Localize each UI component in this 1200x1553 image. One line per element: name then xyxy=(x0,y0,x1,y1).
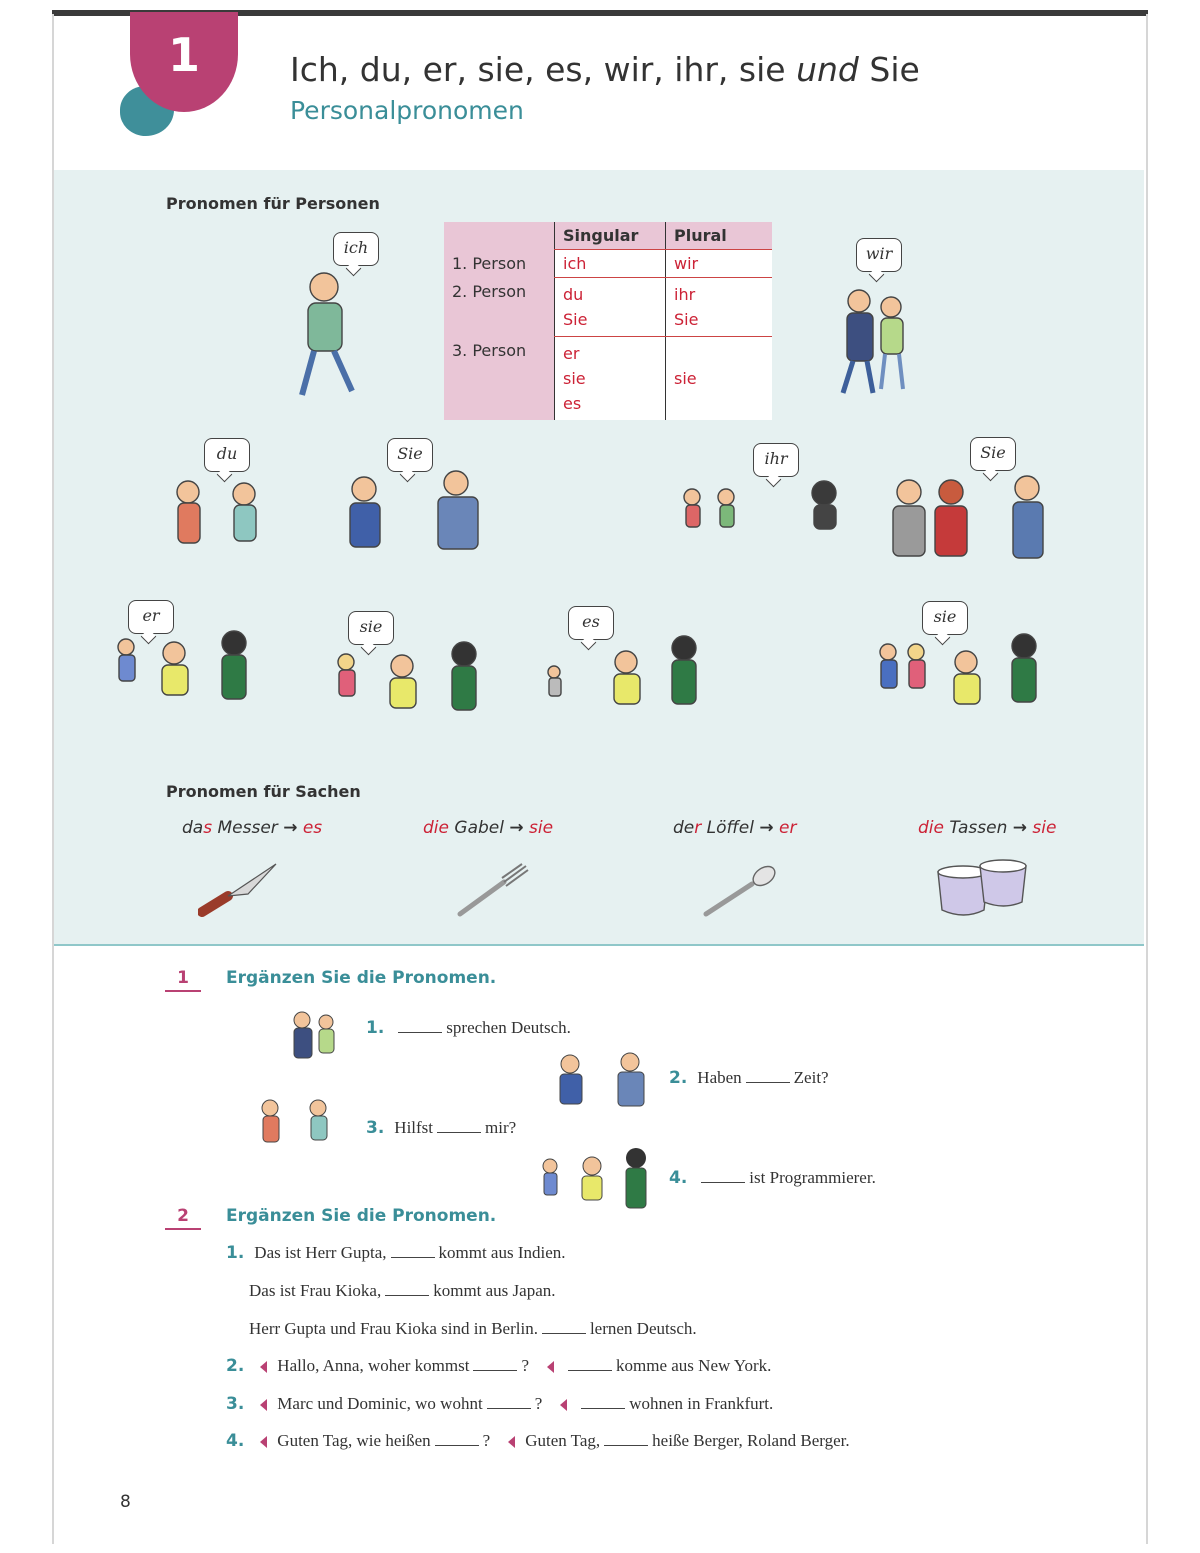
item-text: Hallo, Anna, woher kommst xyxy=(277,1356,470,1375)
item-text: Das ist Frau Kioka, xyxy=(249,1281,382,1300)
item-number: 2. xyxy=(669,1068,688,1088)
pronoun: es xyxy=(302,818,323,838)
exercise-2-dialog-3 xyxy=(226,1394,773,1414)
fork-icon xyxy=(456,862,532,920)
exercise-2-title: Ergänzen Sie die Pronomen. xyxy=(226,1206,497,1226)
figure-sie xyxy=(338,642,476,710)
answer-gap[interactable] xyxy=(746,1068,790,1083)
speaker-icon xyxy=(260,1361,267,1373)
title-main: Ich, du, er, sie, es, wir, ihr, sie xyxy=(290,50,786,89)
arrow: → xyxy=(1012,818,1028,838)
bubble-es: es xyxy=(568,606,614,640)
answer-gap[interactable] xyxy=(542,1319,586,1334)
exercise-2-dialog-4 xyxy=(226,1431,850,1451)
figure-er xyxy=(118,631,246,699)
item-text: ? xyxy=(482,1431,491,1450)
item-number: 3. xyxy=(226,1394,245,1414)
item-text: Guten Tag, xyxy=(525,1431,601,1450)
row-label: 2. Person xyxy=(444,278,555,337)
header-singular: Singular xyxy=(555,222,666,250)
item-text: heiße Berger, Roland Berger. xyxy=(652,1431,850,1450)
sachen-heading: Pronomen für Sachen xyxy=(166,782,361,801)
speaker-icon xyxy=(547,1361,554,1373)
item-text: Guten Tag, wie heißen xyxy=(277,1431,431,1450)
exercise-2-line-1 xyxy=(226,1243,566,1263)
chapter-title xyxy=(290,50,920,89)
exercise-1-title: Ergänzen Sie die Pronomen. xyxy=(226,968,497,988)
article: de xyxy=(673,818,695,838)
pronoun: ihr xyxy=(674,285,696,304)
item-text: kommt aus Japan. xyxy=(433,1281,556,1300)
figure-ich xyxy=(302,273,352,395)
bubble-er: er xyxy=(128,600,174,634)
exercise-1-formal-illustration xyxy=(550,1050,650,1110)
article-ending: die xyxy=(423,818,449,838)
exercise-1-item-1 xyxy=(366,1018,571,1038)
pronoun: er xyxy=(563,344,580,363)
pronoun: sie xyxy=(1032,818,1057,838)
speaker-icon xyxy=(508,1436,515,1448)
item-text: komme aus New York. xyxy=(616,1356,772,1375)
bubble-du: du xyxy=(204,438,250,472)
pronoun: er xyxy=(779,818,797,838)
page-number: 8 xyxy=(120,1492,131,1512)
answer-gap[interactable] xyxy=(435,1431,479,1446)
cell-singular: ich xyxy=(555,250,666,278)
row-label: 1. Person xyxy=(444,250,555,278)
spoon-icon xyxy=(702,862,780,920)
item-number: 1. xyxy=(226,1243,245,1263)
pronoun: Sie xyxy=(563,310,588,329)
answer-gap[interactable] xyxy=(385,1281,429,1296)
item-number: 3. xyxy=(366,1118,385,1138)
item-text: ist Programmierer. xyxy=(749,1168,876,1187)
sache-messer xyxy=(182,818,322,838)
sache-tassen xyxy=(918,818,1056,838)
title-end: Sie xyxy=(869,50,920,89)
item-text: Das ist Herr Gupta, xyxy=(254,1243,387,1262)
sache-loeffel xyxy=(673,818,797,838)
bubble-wir: wir xyxy=(856,238,902,272)
answer-gap[interactable] xyxy=(701,1168,745,1183)
pronoun: sie xyxy=(674,369,697,388)
item-text: ? xyxy=(521,1356,530,1375)
chapter-number: 1 xyxy=(167,28,200,82)
item-text: wohnen in Frankfurt. xyxy=(629,1394,774,1413)
item-number: 4. xyxy=(226,1431,245,1451)
answer-gap[interactable] xyxy=(473,1356,517,1371)
exercise-1-item-2 xyxy=(669,1068,829,1088)
bubble-ich: ich xyxy=(333,232,379,266)
exercise-1-du-illustration xyxy=(256,1096,336,1148)
personen-heading: Pronomen für Personen xyxy=(166,194,380,213)
pronoun: es xyxy=(563,394,582,413)
bubble-ihr: ihr xyxy=(753,443,799,477)
arrow: → xyxy=(759,818,774,838)
noun: Löffel xyxy=(706,818,754,838)
answer-gap[interactable] xyxy=(581,1394,625,1409)
bubble-sie: sie xyxy=(348,611,394,645)
speaker-icon xyxy=(560,1399,567,1411)
bubble-sie-formal: Sie xyxy=(387,438,433,472)
item-text: kommt aus Indien. xyxy=(438,1243,566,1262)
item-text: Haben xyxy=(697,1068,742,1087)
sache-gabel xyxy=(423,818,553,838)
answer-gap[interactable] xyxy=(568,1356,612,1371)
figure-sie-formal xyxy=(350,471,478,549)
pronoun: du xyxy=(563,285,584,304)
exercise-1-item-4 xyxy=(669,1168,876,1188)
bubble-sie-plural: sie xyxy=(922,601,968,635)
answer-gap[interactable] xyxy=(391,1243,435,1258)
speaker-icon xyxy=(260,1436,267,1448)
exercise-2-dialog-2 xyxy=(226,1356,771,1376)
header-plural: Plural xyxy=(666,222,773,250)
bubble-sie-formal-plural: Sie xyxy=(970,437,1016,471)
chapter-subtitle: Personalpronomen xyxy=(290,96,524,125)
noun: Tassen xyxy=(949,818,1008,838)
item-text: lernen Deutsch. xyxy=(589,1319,697,1338)
article-ending: die xyxy=(918,818,944,838)
scan-edge-right xyxy=(1146,14,1148,1544)
article-ending: s xyxy=(203,818,213,838)
exercise-2-number: 2 xyxy=(177,1206,189,1226)
item-number: 1. xyxy=(366,1018,385,1038)
answer-gap[interactable] xyxy=(604,1431,648,1446)
exercise-1-number: 1 xyxy=(177,968,189,988)
answer-gap[interactable] xyxy=(437,1118,481,1133)
article: da xyxy=(182,818,204,838)
cups-icon xyxy=(934,858,1034,920)
figure-es xyxy=(548,636,696,704)
item-text: sprechen Deutsch. xyxy=(446,1018,571,1037)
exercise-2-underline xyxy=(165,1228,201,1230)
answer-gap[interactable] xyxy=(398,1018,442,1033)
item-number: 2. xyxy=(226,1356,245,1376)
exercise-1-underline xyxy=(165,990,201,992)
item-text: Herr Gupta und Frau Kioka sind in Berlin. xyxy=(249,1319,538,1338)
item-text: Zeit? xyxy=(793,1068,829,1087)
cell-plural: wir xyxy=(666,250,773,278)
pronoun: sie xyxy=(563,369,586,388)
knife-icon xyxy=(198,860,282,920)
item-text: Hilfst xyxy=(394,1118,434,1137)
figure-sie-plural xyxy=(880,634,1036,704)
arrow: → xyxy=(283,818,298,838)
speaker-icon xyxy=(260,1399,267,1411)
pronoun: Sie xyxy=(674,310,699,329)
pronoun: sie xyxy=(529,818,554,838)
figure-du xyxy=(177,481,256,543)
row-label: 3. Person xyxy=(444,337,555,421)
item-text: mir? xyxy=(485,1118,517,1137)
figure-sie-formal-plural xyxy=(893,476,1043,558)
figure-wir xyxy=(843,290,903,393)
noun: Messer xyxy=(217,818,278,838)
figure-ihr xyxy=(684,481,836,529)
exercise-1-couple-illustration xyxy=(280,1008,350,1080)
exercise-1-er-illustration xyxy=(536,1148,656,1216)
exercise-1-item-3 xyxy=(366,1118,516,1138)
exercise-2-line-2 xyxy=(249,1281,556,1301)
noun: Gabel xyxy=(454,818,504,838)
item-text: Marc und Dominic, wo wohnt xyxy=(277,1394,483,1413)
item-text: ? xyxy=(534,1394,543,1413)
arrow: → xyxy=(509,818,524,838)
title-und: und xyxy=(796,50,859,89)
exercise-2-line-3 xyxy=(249,1319,697,1339)
answer-gap[interactable] xyxy=(487,1394,531,1409)
article-ending: r xyxy=(694,818,702,838)
item-number: 4. xyxy=(669,1168,688,1188)
